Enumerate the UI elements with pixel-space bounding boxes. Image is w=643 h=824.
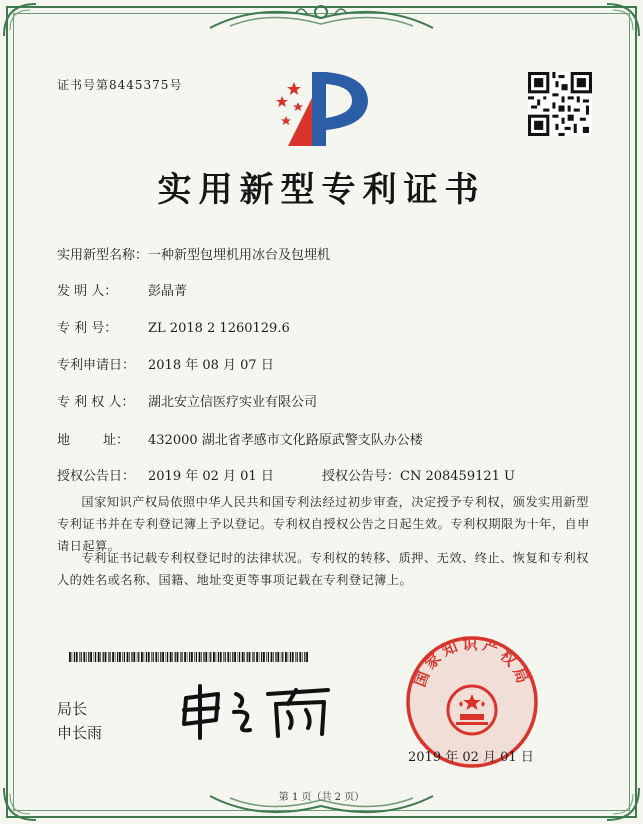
field-value: 彭晶菁 — [148, 284, 188, 299]
corner-ornament-top-left — [0, 0, 40, 40]
top-ornament — [200, 0, 443, 34]
corner-ornament-top-right — [603, 0, 643, 40]
director-signature — [178, 680, 338, 740]
field-inventor — [57, 280, 187, 299]
field-label: 地 址： — [57, 433, 130, 448]
field-value: 2019 年 02 月 01 日 — [148, 469, 274, 484]
page-indicator: 第 1 页（共 2 页） — [278, 792, 365, 803]
seal-date: 2019 年 02 月 01 日 — [408, 750, 534, 765]
seal-text: 国家知识产权局 — [411, 635, 533, 690]
field-value: CN 208459121 U — [400, 469, 515, 484]
qr-code-icon — [528, 72, 592, 136]
field-patentee — [57, 391, 317, 410]
field-value: 湖北安立信医疗实业有限公司 — [148, 395, 318, 410]
field-value: ZL 2018 2 1260129.6 — [148, 321, 290, 336]
director-name: 申长雨 — [57, 724, 103, 742]
field-grant-number — [322, 465, 515, 484]
field-label: 专 利 权 人： — [57, 395, 135, 410]
director-title: 局长 — [57, 700, 88, 718]
field-label: 授权公告日： — [57, 469, 136, 484]
field-value: 一种新型包埋机用冰台及包埋机 — [148, 248, 331, 263]
patent-office-logo-icon — [268, 68, 372, 148]
certificate-title: 实用新型专利证书 — [157, 170, 486, 210]
field-patent-number — [57, 317, 290, 336]
field-grant-date — [57, 465, 274, 484]
field-label: 实用新型名称： — [57, 248, 149, 263]
field-value: 2018 年 08 月 07 日 — [148, 358, 274, 373]
field-application-date — [57, 354, 274, 373]
field-utility-model-name — [57, 244, 330, 263]
field-address — [57, 429, 423, 448]
field-label: 专利申请日： — [57, 358, 136, 373]
field-value: 432000 湖北省孝感市文化路原武警支队办公楼 — [148, 433, 423, 448]
field-label: 专 利 号： — [57, 321, 118, 336]
field-label: 发 明 人： — [57, 284, 118, 299]
barcode-icon — [69, 652, 309, 662]
certificate-paragraph-grant: 国家知识产权局依照中华人民共和国专利法经过初步审查，决定授予专利权，颁发实用新型专利证书并在专利登记簿上予以登记。专利权自授权公告之日起生效。专利权期限为十年，自申请日起算。 — [57, 495, 590, 553]
field-label: 授权公告号： — [322, 469, 401, 484]
certificate-number: 证书号第8445375号 — [57, 78, 183, 92]
certificate-paragraph-legal-status: 专利证书记载专利权登记时的法律状况。专利权的转移、质押、无效、终止、恢复和专利权人的姓名或名称、国籍、地址变更等事项记载在专利登记簿上。 — [57, 551, 589, 587]
